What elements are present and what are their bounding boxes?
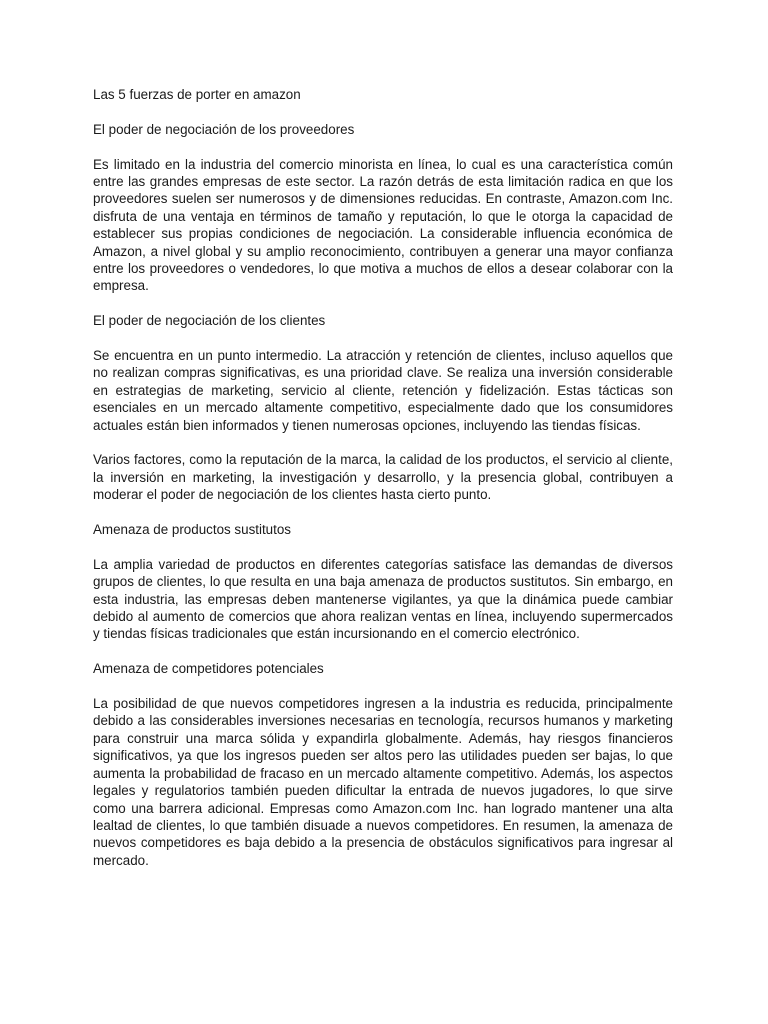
section-heading-proveedores: El poder de negociación de los proveedores bbox=[93, 121, 355, 137]
section-heading-competidores: Amenaza de competidores potenciales bbox=[93, 661, 324, 677]
section-heading-sustitutos: Amenaza de productos sustitutos bbox=[93, 522, 291, 538]
section-heading-clientes: El poder de negociación de los clientes bbox=[93, 313, 326, 329]
paragraph-clientes-2: Varios factores, como la reputación de la marca, la calidad de los productos, el servicio al cliente, la inversión en marketing, la investigación y desarrollo, y la presencia global, contribuyen a moderar el poder de negociación de los clientes hasta cierto punto. bbox=[93, 452, 673, 503]
paragraph-clientes-1: Se encuentra en un punto intermedio. La atracción y retención de clientes, incluso aquellos que no realizan compras significativas, es una prioridad clave. Se realiza una inversión considerable en estrategias de marketing, servicio al cliente, retención y fidelización. Estas tácticas son esenciales en un mercado altamente competitivo, especialmente dado que los consumidores actuales están bien informados y tienen numerosas opciones, incluyendo las tiendas físicas. bbox=[93, 348, 673, 433]
document-page bbox=[93, 86, 673, 887]
document-title: Las 5 fuerzas de porter en amazon bbox=[93, 87, 301, 102]
paragraph-proveedores: Es limitado en la industria del comercio minorista en línea, lo cual es una característica común entre las grandes empresas de este sector. La razón detrás de esta limitación radica en que los proveedores suelen ser numerosos y de dimensiones reducidas. En contraste, Amazon.com Inc. disfruta de una ventaja en términos de tamaño y reputación, lo que le otorga la capacidad de establecer sus propias condiciones de negociación. La considerable influencia económica de Amazon, a nivel global y su amplio reconocimiento, contribuyen a generar una mayor confianza entre los proveedores o vendedores, lo que motiva a muchos de ellos a desear colaborar con la empresa. bbox=[93, 156, 673, 294]
paragraph-competidores: La posibilidad de que nuevos competidores ingresen a la industria es reducida, principalmente debido a las considerables inversiones necesarias en tecnología, recursos humanos y marketing para construir una marca sólida y expandirla globalmente. Además, hay riesgos financieros significativos, ya que los ingresos pueden ser altos pero las utilidades pueden ser bajas, lo que aumenta la probabilidad de fracaso en un mercado altamente competitivo. Además, los aspectos legales y regulatorios también pueden dificultar la entrada de nuevos jugadores, lo que sirve como una barrera adicional. Empresas como Amazon.com Inc. han logrado mantener una alta lealtad de clientes, lo que también disuade a nuevos competidores. En resumen, la amenaza de nuevos competidores es baja debido a la presencia de obstáculos significativos para ingresar al mercado. bbox=[93, 696, 673, 868]
paragraph-sustitutos: La amplia variedad de productos en diferentes categorías satisface las demandas de diversos grupos de clientes, lo que resulta en una baja amenaza de productos sustitutos. Sin embargo, en esta industria, las empresas deben mantenerse vigilantes, ya que la dinámica puede cambiar debido al aumento de comercios que ahora realizan ventas en línea, incluyendo supermercados y tiendas físicas tradicionales que están incursionando en el comercio electrónico. bbox=[93, 556, 673, 642]
